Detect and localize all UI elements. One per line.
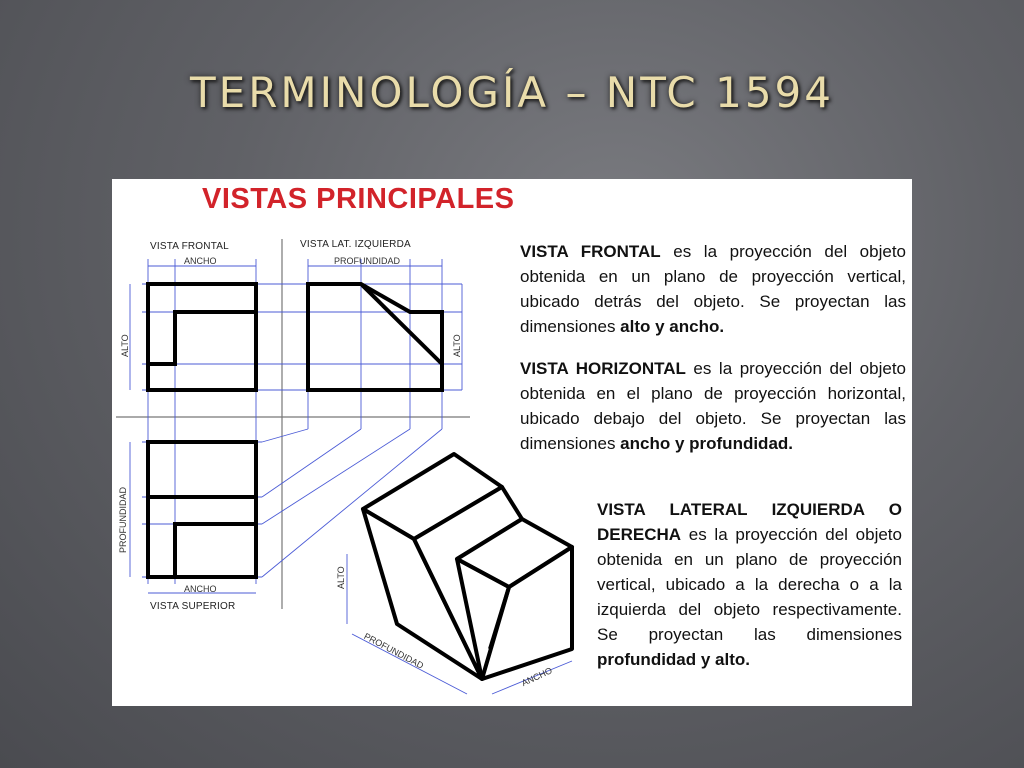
ancho-dimension-top: ANCHO bbox=[184, 256, 217, 266]
alto-dimension-left: ALTO bbox=[120, 334, 130, 357]
front-view-label: VISTA FRONTAL bbox=[150, 241, 229, 252]
definition-frontal: VISTA FRONTAL es la proyección del objeto obtenida en un plano de proyección vertical, ubicado detrás del objeto. Se proyectan las dimensiones alto y ancho. bbox=[520, 242, 906, 336]
top-view-shape bbox=[148, 442, 256, 577]
iso-ancho-label: ANCHO bbox=[520, 665, 554, 689]
definition-lateral: VISTA LATERAL IZQUIERDA O DERECHA es la proyección del objeto obtenida en un plano de proyección vertical, ubicado a la derecha o a la izquierda del objeto respectivamente. Se proyectan las dimensiones profundidad y alto. bbox=[597, 500, 902, 669]
left-view-label: VISTA LAT. IZQUIERDA bbox=[300, 239, 411, 250]
alto-dimension-right: ALTO bbox=[452, 334, 462, 357]
definition-horizontal: VISTA HORIZONTAL es la proyección del objeto obtenida en el plano de proyección horizontal, ubicado debajo del objeto. Se proyectan las dimensiones ancho y profundidad. bbox=[520, 359, 906, 453]
profundidad-dimension-side: PROFUNDIDAD bbox=[118, 486, 128, 553]
slide-title: TERMINOLOGÍA – NTC 1594 bbox=[190, 68, 834, 117]
side-view-shape bbox=[308, 284, 442, 390]
figure-heading: VISTAS PRINCIPALES bbox=[202, 183, 515, 215]
iso-profundidad-label: PROFUNDIDAD bbox=[362, 631, 426, 671]
figure-panel bbox=[112, 179, 912, 706]
iso-alto-label: ALTO bbox=[336, 566, 346, 589]
ancho-dimension-bottom: ANCHO bbox=[184, 584, 217, 594]
top-view-label: VISTA SUPERIOR bbox=[150, 601, 236, 612]
profundidad-dimension-top: PROFUNDIDAD bbox=[334, 256, 401, 266]
front-view-shape bbox=[148, 284, 256, 390]
